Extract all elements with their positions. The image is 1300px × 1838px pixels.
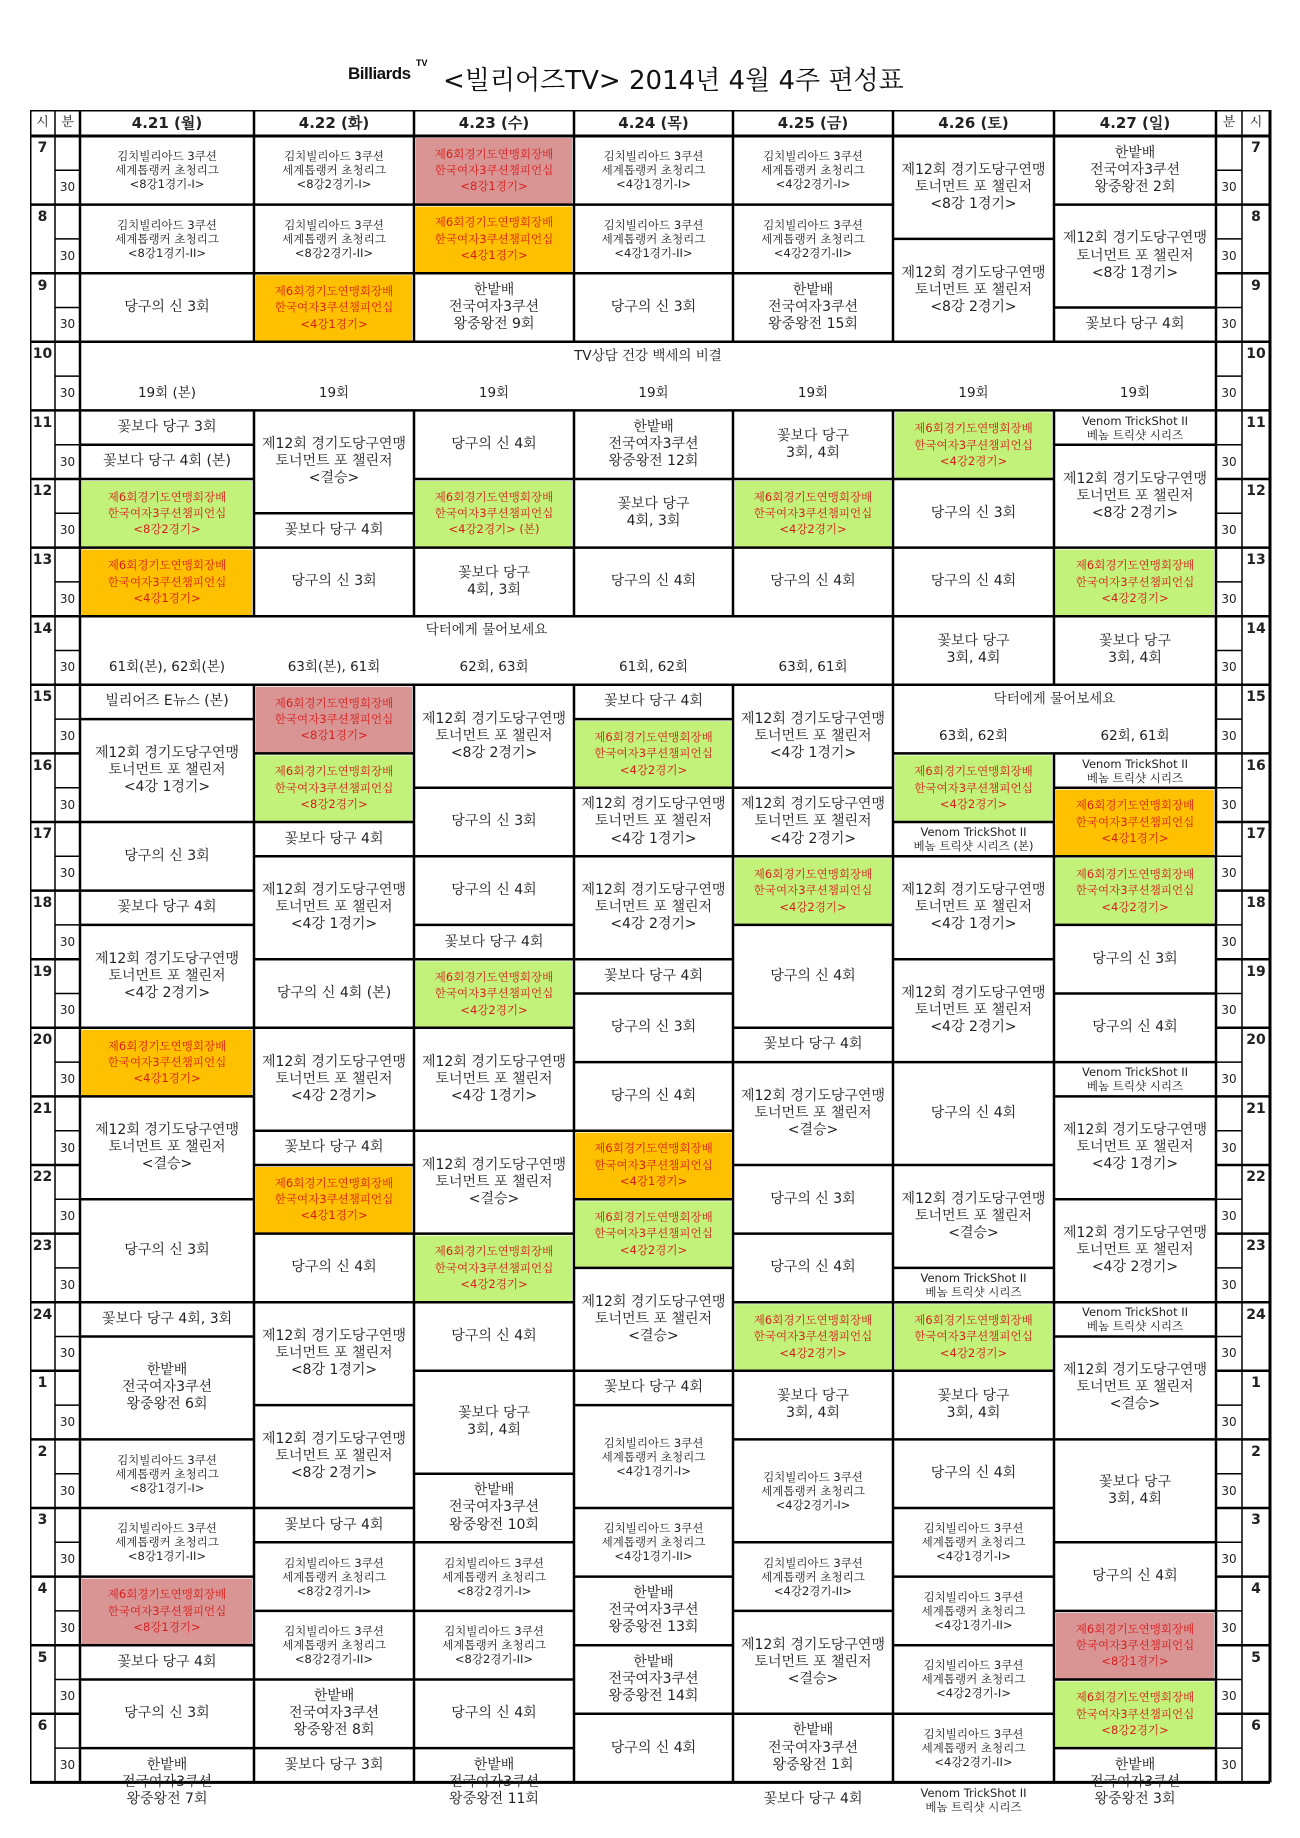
program-cell: 김치빌리아드 3쿠션 세계톱랭커 초청리그 <4강1경기-II> bbox=[601, 217, 706, 260]
program-cell: 한밭배 전국여자3쿠션 왕중왕전 12회 bbox=[608, 419, 699, 470]
program-cell: Venom TrickShot II 베놈 트릭샷 시리즈 bbox=[1081, 756, 1189, 785]
program-cell: 제6회경기도연맹회장배 한국여자3쿠션챔피언십 <4강2경기> bbox=[753, 867, 873, 914]
program-cell: 당구의 신 3회 bbox=[124, 847, 210, 864]
program-cell: 제6회경기도연맹회장배 한국여자3쿠션챔피언십 <8강1경기> bbox=[1075, 1621, 1195, 1669]
minute-label: 30 bbox=[59, 797, 76, 812]
hour-header-left: 시 bbox=[36, 115, 49, 131]
program-cell: 꽃보다 당구 4회, 3회 bbox=[617, 496, 690, 530]
program-cell: 꽃보다 당구 3회, 4회 bbox=[1098, 633, 1172, 667]
program-cell: 제6회경기도연맹회장배 한국여자3쿠션챔피언십 <4강2경기> bbox=[914, 1312, 1033, 1360]
program-cell: 꽃보다 당구 4회 bbox=[1085, 316, 1185, 333]
program-cell: 제6회경기도연맹회장배 한국여자3쿠션챔피언십 <8강1경기> bbox=[274, 695, 394, 743]
program-cell: 제12회 경기도당구연맹 토너먼트 포 챌린저 <8강 2경기> bbox=[901, 264, 1046, 315]
page-header bbox=[340, 58, 904, 106]
program-cell: 한밭배 전국여자3쿠션 왕중왕전 1회 bbox=[767, 1722, 859, 1773]
program-cell: 김치빌리아드 3쿠션 세계톱랭커 초청리그 <8강2경기-II> bbox=[282, 1624, 386, 1667]
hour-label: 23 bbox=[1246, 1238, 1266, 1255]
program-cell: 제12회 경기도당구연맹 토너먼트 포 챌린저 <8강 1경기> bbox=[262, 1328, 406, 1379]
minute-header-left: 분 bbox=[61, 115, 74, 131]
program-cell: 제12회 경기도당구연맹 토너먼트 포 챌린저 <4강 1경기> bbox=[1063, 1122, 1207, 1173]
program-cell: 제6회경기도연맹회장배 한국여자3쿠션챔피언십 <4강2경기> bbox=[434, 969, 554, 1017]
page-title: <빌리어즈TV> 2014년 4월 4주 편성표 bbox=[443, 66, 904, 96]
program-cell: 당구의 신 4회 bbox=[770, 1259, 856, 1276]
program-cell: 당구의 신 3회 bbox=[610, 298, 697, 315]
program-block-episode: 19회 bbox=[638, 384, 669, 401]
program-cell: 제12회 경기도당구연맹 토너먼트 포 챌린저 <결승> bbox=[741, 1087, 885, 1139]
program-block-episode: 19회 bbox=[958, 384, 989, 401]
hour-label: 7 bbox=[37, 140, 48, 157]
program-cell: 제12회 경기도당구연맹 토너먼트 포 챌린저 <8강 1경기> bbox=[1063, 230, 1207, 281]
hour-label: 14 bbox=[32, 620, 53, 637]
program-cell: 제12회 경기도당구연맹 토너먼트 포 챌린저 <8강 2경기> bbox=[262, 1430, 406, 1482]
minute-label: 30 bbox=[1221, 591, 1237, 606]
minute-label: 30 bbox=[1221, 728, 1237, 743]
program-cell: 당구의 신 4회 bbox=[1092, 1019, 1178, 1036]
program-cell: 김치빌리아드 3쿠션 세계톱랭커 초청리그 <8강2경기-II> bbox=[282, 217, 386, 260]
program-cell: 제6회경기도연맹회장배 한국여자3쿠션챔피언십 <4강2경기> bbox=[753, 489, 873, 537]
program-cell: 김치빌리아드 3쿠션 세계톱랭커 초청리그 <8강2경기-II> bbox=[442, 1624, 546, 1667]
day-header: 4.22 (화) bbox=[298, 113, 370, 132]
minute-label: 30 bbox=[1221, 1757, 1237, 1772]
program-cell: 제12회 경기도당구연맹 토너먼트 포 챌린저 <4강 2경기> bbox=[1063, 1225, 1207, 1276]
minute-label: 30 bbox=[1221, 866, 1237, 881]
program-cell: 제12회 경기도당구연맹 토너먼트 포 챌린저 <8강 2경기> bbox=[422, 710, 566, 761]
program-cell: 꽃보다 당구 4회 bbox=[604, 693, 703, 710]
program-cell: 꽃보다 당구 3회 bbox=[284, 1756, 384, 1773]
hour-label: 3 bbox=[1251, 1512, 1261, 1529]
minute-label: 30 bbox=[59, 1483, 76, 1498]
program-cell: 꽃보다 당구 3회, 4회 bbox=[937, 1388, 1010, 1422]
program-cell: 제6회경기도연맹회장배 한국여자3쿠션챔피언십 <4강2경기> bbox=[914, 764, 1033, 811]
program-cell: 당구의 신 3회 bbox=[451, 813, 537, 830]
program-cell: 제12회 경기도당구연맹 토너먼트 포 챌린저 <4강 2경기> bbox=[262, 1053, 406, 1104]
program-cell: 꽃보다 당구 3회, 4회 bbox=[1098, 1473, 1172, 1507]
program-cell: 꽃보다 당구 3회, 4회 bbox=[776, 427, 850, 461]
minute-label: 30 bbox=[1221, 1552, 1237, 1567]
program-cell: 당구의 신 4회 bbox=[451, 436, 537, 453]
program-cell: 당구의 신 4회 bbox=[770, 967, 856, 984]
program-cell: 한밭배 전국여자3쿠션 왕중왕전 14회 bbox=[608, 1653, 699, 1705]
day-header: 4.25 (금) bbox=[777, 113, 849, 132]
hour-label: 8 bbox=[37, 209, 48, 226]
hour-label: 2 bbox=[1251, 1443, 1261, 1460]
program-block-episode: 61회(본), 62회(본) bbox=[108, 659, 226, 676]
hour-label: 14 bbox=[1246, 620, 1266, 637]
program-cell: 한밭배 전국여자3쿠션 왕중왕전 11회 bbox=[448, 1756, 540, 1807]
logo-text: Billiards bbox=[348, 64, 411, 83]
program-cell: 꽃보다 당구 4회 bbox=[444, 933, 544, 950]
hour-label: 10 bbox=[1246, 346, 1266, 363]
program-cell: 당구의 신 4회 bbox=[770, 573, 856, 590]
logo-tv-mark: TV bbox=[416, 58, 428, 68]
hour-label: 4 bbox=[1251, 1581, 1261, 1598]
program-cell: 김치빌리아드 3쿠션 세계톱랭커 초청리그 <4강2경기-II> bbox=[761, 1555, 865, 1598]
minute-label: 30 bbox=[59, 317, 76, 332]
hour-header-right: 시 bbox=[1249, 115, 1263, 131]
program-cell: 제6회경기도연맹회장배 한국여자3쿠션챔피언십 <4강2경기> bbox=[1075, 867, 1195, 914]
hour-label: 8 bbox=[1251, 209, 1261, 226]
program-cell: 제12회 경기도당구연맹 토너먼트 포 챌린저 <결승> bbox=[422, 1156, 566, 1207]
program-cell: 김치빌리아드 3쿠션 세계톱랭커 초청리그 <4강2경기-I> bbox=[761, 1469, 865, 1512]
hour-label: 17 bbox=[1246, 826, 1266, 843]
program-cell: 제6회경기도연맹회장배 한국여자3쿠션챔피언십 <4강2경기> bbox=[594, 729, 713, 777]
program-cell: 제6회경기도연맹회장배 한국여자3쿠션챔피언십 <8강2경기> bbox=[274, 764, 394, 811]
program-cell: 김치빌리아드 3쿠션 세계톱랭커 초청리그 <4강2경기-II> bbox=[761, 217, 865, 260]
hour-label: 10 bbox=[32, 346, 53, 363]
program-cell: 당구의 신 3회 bbox=[124, 1705, 210, 1722]
program-cell: 김치빌리아드 3쿠션 세계톱랭커 초청리그 <8강2경기-I> bbox=[282, 1555, 386, 1598]
program-cell: 당구의 신 4회 bbox=[930, 1465, 1017, 1482]
program-cell: 제6회경기도연맹회장배 한국여자3쿠션챔피언십 <4강1경기> bbox=[107, 558, 227, 606]
program-cell: 꽃보다 당구 3회, 4회 bbox=[937, 633, 1010, 667]
minute-label: 30 bbox=[59, 1071, 76, 1086]
hour-label: 16 bbox=[1246, 757, 1266, 774]
program-cell: 당구의 신 3회 bbox=[770, 1190, 856, 1207]
minute-label: 30 bbox=[1221, 454, 1237, 469]
program-cell: 제6회경기도연맹회장배 한국여자3쿠션챔피언십 <4강1경기> bbox=[107, 1038, 227, 1086]
program-cell: 제6회경기도연맹회장배 한국여자3쿠션챔피언십 <8강1경기> bbox=[107, 1587, 227, 1635]
program-cell: 제6회경기도연맹회장배 한국여자3쿠션챔피언십 <4강2경기> bbox=[914, 421, 1033, 468]
program-cell: 한밭배 전국여자3쿠션 왕중왕전 6회 bbox=[121, 1362, 213, 1413]
program-cell: 꽃보다 당구 4회 bbox=[117, 1653, 217, 1670]
hour-label: 3 bbox=[37, 1512, 48, 1529]
hour-label: 2 bbox=[37, 1443, 48, 1460]
minute-label: 30 bbox=[1221, 1483, 1237, 1498]
program-cell: 제12회 경기도당구연맹 토너먼트 포 챌린저 <4강 2경기> bbox=[95, 950, 239, 1001]
program-cell: 제12회 경기도당구연맹 토너먼트 포 챌린저 <4강 2경기> bbox=[741, 796, 885, 847]
program-cell: 한밭배 전국여자3쿠션 왕중왕전 3회 bbox=[1089, 1756, 1181, 1807]
program-cell: 제12회 경기도당구연맹 토너먼트 포 챌린저 <4강 1경기> bbox=[901, 882, 1046, 933]
program-cell: 당구의 신 3회 bbox=[124, 1242, 210, 1259]
program-cell: 제6회경기도연맹회장배 한국여자3쿠션챔피언십 <4강2경기> (본) bbox=[434, 489, 554, 537]
program-block-episode: 61회, 62회 bbox=[618, 659, 689, 676]
hour-label: 20 bbox=[32, 1032, 53, 1049]
minute-label: 30 bbox=[59, 385, 76, 400]
minute-label: 30 bbox=[1221, 1209, 1237, 1224]
program-cell: 김치빌리아드 3쿠션 세계톱랭커 초청리그 <4강1경기-I> bbox=[601, 149, 706, 192]
minute-label: 30 bbox=[59, 1757, 76, 1772]
program-cell: 빌리어즈 E뉴스 (본) bbox=[105, 693, 229, 710]
program-cell: 제6회경기도연맹회장배 한국여자3쿠션챔피언십 <4강1경기> bbox=[274, 1175, 394, 1223]
minute-label: 30 bbox=[59, 866, 76, 881]
hour-label: 19 bbox=[32, 963, 53, 980]
program-cell: 제6회경기도연맹회장배 한국여자3쿠션챔피언십 <4강2경기> bbox=[434, 1244, 554, 1292]
minute-label: 30 bbox=[1221, 1414, 1237, 1429]
minute-label: 30 bbox=[1221, 1346, 1237, 1361]
minute-label: 30 bbox=[59, 1552, 76, 1567]
minute-label: 30 bbox=[59, 660, 76, 675]
hour-label: 13 bbox=[1246, 552, 1266, 569]
program-cell: 당구의 신 4회 bbox=[610, 573, 697, 590]
minute-label: 30 bbox=[1221, 934, 1237, 949]
program-cell: 꽃보다 당구 4회 bbox=[604, 967, 703, 984]
minute-header-right: 분 bbox=[1222, 115, 1236, 131]
minute-label: 30 bbox=[1221, 660, 1237, 675]
program-block-episode: 63회(본), 61회 bbox=[287, 659, 381, 676]
program-block-title: 닥터에게 물어보세요 bbox=[993, 690, 1116, 707]
minute-label: 30 bbox=[1221, 797, 1237, 812]
program-cell: 제12회 경기도당구연맹 토너먼트 포 챌린저 <결승> bbox=[581, 1293, 726, 1344]
program-block-title: TV상담 건강 백세의 비결 bbox=[574, 347, 722, 364]
hour-label: 4 bbox=[37, 1581, 48, 1598]
day-header: 4.26 (토) bbox=[938, 113, 1009, 132]
minute-label: 30 bbox=[1221, 523, 1237, 538]
program-cell: Venom TrickShot II 베놈 트릭샷 시리즈 bbox=[1081, 413, 1189, 442]
program-cell: 당구의 신 3회 bbox=[124, 298, 210, 315]
hour-label: 17 bbox=[32, 826, 53, 843]
program-cell: 제6회경기도연맹회장배 한국여자3쿠션챔피언십 <8강1경기> bbox=[434, 146, 554, 194]
program-cell: 김치빌리아드 3쿠션 세계톱랭커 초청리그 <4강1경기-I> bbox=[921, 1521, 1026, 1564]
program-cell: 제6회경기도연맹회장배 한국여자3쿠션챔피언십 <4강2경기> bbox=[1075, 558, 1195, 606]
program-cell: 김치빌리아드 3쿠션 세계톱랭커 초청리그 <8강2경기-I> bbox=[442, 1555, 546, 1598]
program-cell: 제12회 경기도당구연맹 토너먼트 포 챌린저 <4강 1경기> bbox=[581, 796, 726, 847]
program-cell: 꽃보다 당구 4회, 3회 bbox=[101, 1310, 233, 1327]
program-cell: 당구의 신 3회 bbox=[610, 1019, 697, 1036]
program-cell: 제6회경기도연맹회장배 한국여자3쿠션챔피언십 <4강1경기> bbox=[274, 283, 394, 331]
program-cell: 당구의 신 4회 bbox=[451, 1705, 537, 1722]
minute-label: 30 bbox=[59, 1689, 76, 1704]
hour-label: 20 bbox=[1246, 1032, 1266, 1049]
minute-label: 30 bbox=[59, 1140, 76, 1155]
program-cell: 제12회 경기도당구연맹 토너먼트 포 챌린저 <결승> bbox=[1063, 1362, 1207, 1413]
program-cell: 당구의 신 3회 bbox=[291, 573, 377, 590]
program-block-title: 닥터에게 물어보세요 bbox=[425, 621, 548, 638]
program-cell: 제12회 경기도당구연맹 토너먼트 포 챌린저 <결승> bbox=[95, 1122, 239, 1173]
hour-label: 11 bbox=[1246, 414, 1266, 431]
minute-label: 30 bbox=[1221, 1277, 1237, 1292]
program-cell: 꽃보다 당구 3회 bbox=[117, 419, 217, 435]
program-cell: 김치빌리아드 3쿠션 세계톱랭커 초청리그 <4강2경기-II> bbox=[921, 1727, 1026, 1770]
program-cell: 당구의 신 3회 bbox=[1092, 950, 1178, 967]
program-cell: 김치빌리아드 3쿠션 세계톱랭커 초청리그 <8강1경기-I> bbox=[115, 1452, 219, 1495]
program-cell: 당구의 신 4회 bbox=[930, 573, 1017, 590]
program-cell: 제12회 경기도당구연맹 토너먼트 포 챌린저 <결승> bbox=[901, 1190, 1046, 1241]
program-cell: 제12회 경기도당구연맹 토너먼트 포 챌린저 <8강 2경기> bbox=[1063, 470, 1207, 521]
program-cell: 한밭배 전국여자3쿠션 왕중왕전 13회 bbox=[608, 1585, 699, 1636]
minute-label: 30 bbox=[59, 1346, 76, 1361]
program-cell: 제12회 경기도당구연맹 토너먼트 포 챌린저 <4강 1경기> bbox=[741, 710, 885, 761]
program-cell: Venom TrickShot II 베놈 트릭샷 시리즈 bbox=[920, 1785, 1027, 1814]
hour-label: 7 bbox=[1251, 140, 1261, 157]
minute-label: 30 bbox=[59, 248, 76, 263]
program-block-episode: 63회, 61회 bbox=[778, 659, 848, 676]
hour-label: 6 bbox=[37, 1718, 48, 1735]
hour-label: 22 bbox=[1246, 1169, 1266, 1186]
program-block-episode: 63회, 62회 bbox=[938, 727, 1009, 744]
minute-label: 30 bbox=[59, 1277, 76, 1292]
hour-label: 12 bbox=[32, 483, 53, 500]
program-cell: 제12회 경기도당구연맹 토너먼트 포 챌린저 <결승> bbox=[262, 436, 406, 487]
program-cell: 제6회경기도연맹회장배 한국여자3쿠션챔피언십 <4강1경기> bbox=[434, 215, 554, 263]
program-cell: 제12회 경기도당구연맹 토너먼트 포 챌린저 <4강 1경기> bbox=[422, 1053, 566, 1104]
minute-label: 30 bbox=[59, 1003, 76, 1018]
program-cell: 당구의 신 4회 bbox=[930, 1105, 1017, 1121]
program-cell: 한밭배 전국여자3쿠션 왕중왕전 10회 bbox=[448, 1482, 540, 1533]
program-cell: 김치빌리아드 3쿠션 세계톱랭커 초청리그 <4강1경기-II> bbox=[921, 1589, 1026, 1632]
day-header: 4.24 (목) bbox=[618, 113, 689, 132]
program-block-episode: 19회 bbox=[478, 384, 510, 401]
program-cell: 당구의 신 4회 (본) bbox=[276, 984, 392, 1001]
hour-label: 11 bbox=[32, 414, 53, 431]
minute-label: 30 bbox=[59, 523, 76, 538]
program-cell: 한밭배 전국여자3쿠션 왕중왕전 9회 bbox=[448, 281, 540, 333]
program-cell: 제12회 경기도당구연맹 토너먼트 포 챌린저 <결승> bbox=[741, 1636, 885, 1687]
program-cell: 꽃보다 당구 4회, 3회 bbox=[457, 564, 531, 598]
program-block-episode: 62회, 63회 bbox=[459, 659, 529, 676]
day-header: 4.21 (월) bbox=[131, 113, 203, 132]
program-cell: 제12회 경기도당구연맹 토너먼트 포 챌린저 <4강 2경기> bbox=[901, 985, 1046, 1036]
minute-label: 30 bbox=[1221, 1140, 1237, 1155]
hour-label: 1 bbox=[1251, 1375, 1261, 1392]
program-cell: 한밭배 전국여자3쿠션 왕중왕전 8회 bbox=[288, 1688, 380, 1739]
program-cell: Venom TrickShot II 베놈 트릭샷 시리즈 bbox=[920, 1271, 1027, 1300]
minute-label: 30 bbox=[59, 180, 76, 195]
program-cell: 당구의 신 4회 bbox=[1092, 1568, 1178, 1585]
hour-label: 1 bbox=[37, 1375, 48, 1392]
program-cell: 한밭배 전국여자3쿠션 왕중왕전 7회 bbox=[121, 1756, 213, 1807]
program-cell: 김치빌리아드 3쿠션 세계톱랭커 초청리그 <4강2경기-I> bbox=[921, 1658, 1026, 1701]
hour-label: 21 bbox=[1246, 1100, 1266, 1117]
program-cell: 김치빌리아드 3쿠션 세계톱랭커 초청리그 <8강2경기-I> bbox=[282, 149, 386, 192]
program-cell: 꽃보다 당구 4회 bbox=[284, 1139, 384, 1156]
program-cell: 꽃보다 당구 4회 bbox=[284, 521, 384, 538]
program-cell: 꽃보다 당구 3회, 4회 bbox=[776, 1388, 850, 1422]
hour-label: 22 bbox=[32, 1169, 53, 1186]
program-block-episode: 19회 bbox=[1119, 384, 1151, 401]
program-cell: 제12회 경기도당구연맹 토너먼트 포 챌린저 <4강 2경기> bbox=[581, 882, 726, 933]
program-cell: 꽃보다 당구 4회 bbox=[763, 1791, 863, 1807]
program-cell: 당구의 신 4회 bbox=[291, 1259, 377, 1276]
program-cell: 꽃보다 당구 3회, 4회 bbox=[457, 1405, 531, 1439]
minute-label: 30 bbox=[59, 934, 76, 949]
program-cell: 당구의 신 4회 bbox=[610, 1739, 697, 1756]
schedule-grid bbox=[30, 110, 1272, 1814]
minute-label: 30 bbox=[1221, 1003, 1237, 1018]
program-cell: 제6회경기도연맹회장배 한국여자3쿠션챔피언십 <8강2경기> bbox=[107, 489, 227, 537]
program-block-episode: 19회 bbox=[797, 384, 829, 401]
minute-label: 30 bbox=[59, 1209, 76, 1224]
program-cell: 김치빌리아드 3쿠션 세계톱랭커 초청리그 <4강2경기-I> bbox=[761, 149, 865, 192]
program-block-episode: 19회 bbox=[318, 384, 350, 401]
program-cell: 꽃보다 당구 4회 bbox=[604, 1379, 703, 1396]
program-cell: 김치빌리아드 3쿠션 세계톱랭커 초청리그 <4강1경기-II> bbox=[601, 1521, 706, 1564]
program-cell: 제12회 경기도당구연맹 토너먼트 포 챌린저 <4강 1경기> bbox=[262, 882, 406, 933]
program-cell: 꽃보다 당구 4회 bbox=[284, 830, 384, 847]
hour-label: 19 bbox=[1246, 963, 1266, 980]
program-cell: 제6회경기도연맹회장배 한국여자3쿠션챔피언십 <4강2경기> bbox=[753, 1312, 873, 1360]
program-cell: 당구의 신 4회 bbox=[451, 882, 537, 899]
hour-label: 21 bbox=[32, 1100, 53, 1117]
minute-label: 30 bbox=[1221, 180, 1237, 195]
program-cell: 꽃보다 당구 4회 bbox=[284, 1516, 384, 1533]
program-cell: 꽃보다 당구 4회 bbox=[763, 1036, 863, 1053]
minute-label: 30 bbox=[1221, 248, 1237, 263]
minute-label: 30 bbox=[59, 591, 76, 606]
program-cell: 당구의 신 3회 bbox=[930, 504, 1017, 521]
program-cell: 김치빌리아드 3쿠션 세계톱랭커 초청리그 <8강1경기-I> bbox=[115, 149, 219, 192]
program-cell: 당구의 신 4회 bbox=[451, 1327, 537, 1344]
minute-label: 30 bbox=[1221, 317, 1237, 332]
hour-label: 15 bbox=[32, 689, 53, 706]
minute-label: 30 bbox=[59, 454, 76, 469]
billiards-tv-logo bbox=[348, 64, 411, 84]
minute-label: 30 bbox=[1221, 1689, 1237, 1704]
program-cell: 제12회 경기도당구연맹 토너먼트 포 챌린저 <4강 1경기> bbox=[95, 744, 239, 796]
program-cell: 한밭배 전국여자3쿠션 왕중왕전 2회 bbox=[1089, 144, 1181, 195]
program-cell: 제12회 경기도당구연맹 토너먼트 포 챌린저 <8강 1경기> bbox=[901, 161, 1046, 212]
hour-label: 24 bbox=[1246, 1306, 1266, 1323]
hour-label: 18 bbox=[32, 895, 53, 912]
program-cell: 한밭배 전국여자3쿠션 왕중왕전 15회 bbox=[767, 281, 859, 333]
program-cell: Venom TrickShot II 베놈 트릭샷 시리즈 (본) bbox=[913, 825, 1034, 854]
hour-label: 12 bbox=[1246, 483, 1266, 500]
program-cell: 김치빌리아드 3쿠션 세계톱랭커 초청리그 <4강1경기-I> bbox=[601, 1435, 706, 1478]
hour-label: 18 bbox=[1246, 895, 1266, 912]
program-block-episode: 62회, 61회 bbox=[1100, 727, 1170, 744]
hour-label: 5 bbox=[1251, 1649, 1261, 1666]
hour-label: 6 bbox=[1251, 1718, 1261, 1735]
minute-label: 30 bbox=[59, 1414, 76, 1429]
hour-label: 9 bbox=[1251, 277, 1261, 294]
program-cell: Venom TrickShot II 베놈 트릭샷 시리즈 bbox=[1081, 1065, 1189, 1094]
program-cell: 김치빌리아드 3쿠션 세계톱랭커 초청리그 <8강1경기-II> bbox=[115, 217, 219, 260]
hour-label: 16 bbox=[32, 757, 53, 774]
hour-label: 13 bbox=[32, 552, 53, 569]
program-cell: 김치빌리아드 3쿠션 세계톱랭커 초청리그 <8강1경기-II> bbox=[115, 1521, 219, 1564]
program-cell: Venom TrickShot II 베놈 트릭샷 시리즈 bbox=[1081, 1305, 1189, 1334]
minute-label: 30 bbox=[1221, 1620, 1237, 1635]
day-header: 4.27 (일) bbox=[1099, 113, 1171, 132]
minute-label: 30 bbox=[59, 728, 76, 743]
hour-label: 15 bbox=[1246, 689, 1266, 706]
hour-label: 23 bbox=[32, 1238, 53, 1255]
program-cell: 꽃보다 당구 4회 bbox=[117, 899, 217, 916]
program-cell: 제6회경기도연맹회장배 한국여자3쿠션챔피언십 <8강2경기> bbox=[1075, 1690, 1195, 1737]
program-block-episode: 19회 (본) bbox=[137, 384, 197, 401]
program-cell: 제6회경기도연맹회장배 한국여자3쿠션챔피언십 <4강1경기> bbox=[594, 1141, 713, 1189]
day-header: 4.23 (수) bbox=[458, 113, 530, 132]
hour-label: 9 bbox=[37, 277, 48, 294]
minute-label: 30 bbox=[59, 1620, 76, 1635]
program-cell: 제6회경기도연맹회장배 한국여자3쿠션챔피언십 <4강2경기> bbox=[594, 1210, 713, 1257]
program-cell: 제6회경기도연맹회장배 한국여자3쿠션챔피언십 <4강1경기> bbox=[1075, 798, 1195, 846]
hour-label: 24 bbox=[32, 1306, 53, 1323]
program-cell: 꽃보다 당구 4회 (본) bbox=[103, 453, 231, 470]
minute-label: 30 bbox=[1221, 385, 1237, 400]
program-cell: 당구의 신 4회 bbox=[610, 1087, 697, 1104]
minute-label: 30 bbox=[1221, 1071, 1237, 1086]
hour-label: 5 bbox=[37, 1649, 48, 1666]
